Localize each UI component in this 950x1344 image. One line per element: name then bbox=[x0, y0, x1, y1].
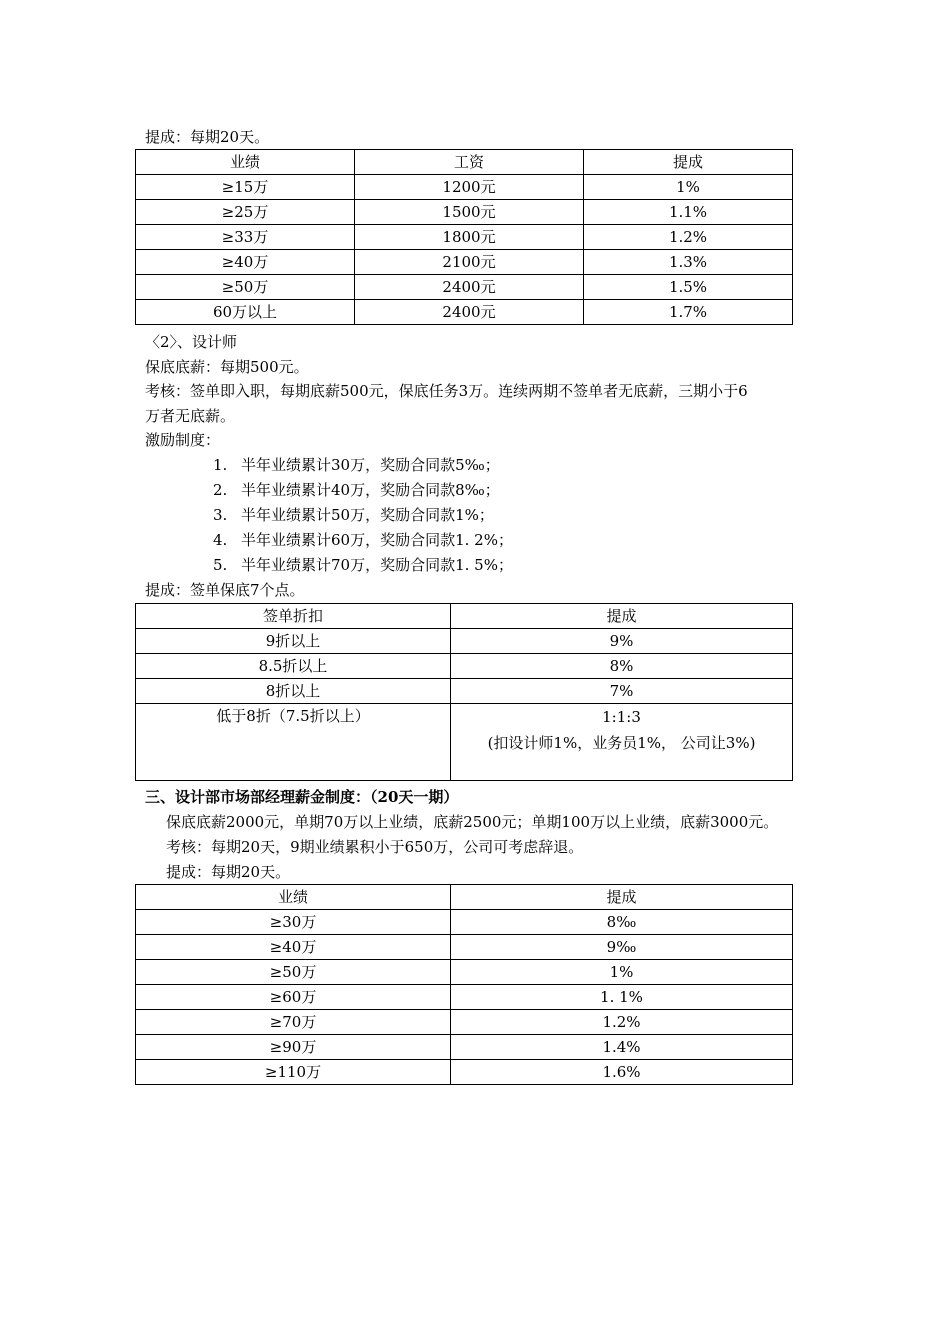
cell-commission: 1.7% bbox=[584, 300, 793, 325]
cell-commission: 8% bbox=[451, 654, 793, 679]
cell-commission: 1.3% bbox=[584, 250, 793, 275]
cell-performance: ≥70万 bbox=[136, 1010, 451, 1035]
cell-performance: ≥50万 bbox=[136, 275, 355, 300]
header-commission: 提成 bbox=[451, 604, 793, 629]
commission-period-text: 提成：每期20天。 bbox=[145, 128, 270, 146]
designer-discount-table bbox=[135, 603, 793, 781]
manager-heading: 三、设计部市场部经理薪金制度：（20天一期） bbox=[145, 788, 459, 806]
cell-performance: 60万以上 bbox=[136, 300, 355, 325]
table-row bbox=[136, 704, 793, 781]
list-item-number: 3. bbox=[213, 506, 228, 524]
designer-assessment-line2: 万者无底薪。 bbox=[145, 407, 236, 425]
table-row bbox=[136, 1010, 793, 1035]
table-row bbox=[136, 1060, 793, 1085]
cell-commission: 1. 1% bbox=[451, 985, 793, 1010]
cell-discount: 8折以上 bbox=[136, 679, 451, 704]
cell-commission: 9‰ bbox=[451, 935, 793, 960]
cell-commission: 1.2% bbox=[451, 1010, 793, 1035]
cell-salary: 2400元 bbox=[355, 275, 584, 300]
cell-commission: 1% bbox=[451, 960, 793, 985]
table-row bbox=[136, 679, 793, 704]
list-item-number: 5. bbox=[213, 556, 228, 574]
table-row bbox=[136, 175, 793, 200]
split-ratio: 1:1:3 bbox=[602, 708, 641, 726]
table-header-row bbox=[136, 885, 793, 910]
list-item: 半年业绩累计70万，奖励合同款1. 5%； bbox=[241, 556, 513, 574]
split-detail: (扣设计师1%，业务员1%， 公司让3%) bbox=[487, 734, 756, 752]
designer-commission-text: 提成：签单保底7个点。 bbox=[145, 581, 305, 599]
manager-commission-text: 提成：每期20天。 bbox=[166, 863, 291, 881]
table-header-row bbox=[136, 150, 793, 175]
cell-commission: 1% bbox=[584, 175, 793, 200]
table-row bbox=[136, 250, 793, 275]
cell-commission: 1.6% bbox=[451, 1060, 793, 1085]
cell-performance: ≥40万 bbox=[136, 935, 451, 960]
cell-discount: 9折以上 bbox=[136, 629, 451, 654]
cell-performance: ≥30万 bbox=[136, 910, 451, 935]
cell-commission: 8‰ bbox=[451, 910, 793, 935]
cell-commission: 1.1% bbox=[584, 200, 793, 225]
list-item: 半年业绩累计50万，奖励合同款1%； bbox=[241, 506, 494, 524]
cell-salary: 1200元 bbox=[355, 175, 584, 200]
designer-base-salary: 保底底薪：每期500元。 bbox=[145, 358, 309, 376]
cell-performance: ≥110万 bbox=[136, 1060, 451, 1085]
header-commission: 提成 bbox=[584, 150, 793, 175]
table-row bbox=[136, 935, 793, 960]
table-row bbox=[136, 629, 793, 654]
header-salary: 工资 bbox=[355, 150, 584, 175]
header-discount: 签单折扣 bbox=[136, 604, 451, 629]
table-header-row bbox=[136, 604, 793, 629]
cell-commission: 1.2% bbox=[584, 225, 793, 250]
cell-commission: 1.5% bbox=[584, 275, 793, 300]
header-performance: 业绩 bbox=[136, 885, 451, 910]
list-item: 半年业绩累计60万，奖励合同款1. 2%； bbox=[241, 531, 513, 549]
cell-salary: 1800元 bbox=[355, 225, 584, 250]
table-row bbox=[136, 654, 793, 679]
cell-discount: 8.5折以上 bbox=[136, 654, 451, 679]
header-performance: 业绩 bbox=[136, 150, 355, 175]
list-item: 半年业绩累计30万，奖励合同款5‰； bbox=[241, 456, 500, 474]
cell-commission-split bbox=[451, 704, 793, 781]
cell-commission: 1.4% bbox=[451, 1035, 793, 1060]
list-item: 半年业绩累计40万，奖励合同款8‰； bbox=[241, 481, 500, 499]
table-row bbox=[136, 985, 793, 1010]
table-row bbox=[136, 200, 793, 225]
table-row bbox=[136, 910, 793, 935]
cell-performance: ≥40万 bbox=[136, 250, 355, 275]
table-row bbox=[136, 300, 793, 325]
manager-commission-table bbox=[135, 884, 793, 1085]
sales-salary-table bbox=[135, 149, 793, 325]
cell-salary: 2100元 bbox=[355, 250, 584, 275]
cell-performance: ≥90万 bbox=[136, 1035, 451, 1060]
table-row bbox=[136, 225, 793, 250]
cell-salary: 1500元 bbox=[355, 200, 584, 225]
cell-performance: ≥33万 bbox=[136, 225, 355, 250]
table-row bbox=[136, 960, 793, 985]
cell-discount: 低于8折（7.5折以上） bbox=[136, 704, 451, 781]
cell-performance: ≥60万 bbox=[136, 985, 451, 1010]
cell-commission: 9% bbox=[451, 629, 793, 654]
incentive-heading: 激励制度： bbox=[145, 431, 221, 449]
designer-heading: 〈2〉、设计师 bbox=[145, 333, 238, 351]
list-item-number: 2. bbox=[213, 481, 228, 499]
manager-assessment: 考核：每期20天，9期业绩累积小于650万，公司可考虑辞退。 bbox=[166, 838, 584, 856]
list-item-number: 1. bbox=[213, 456, 228, 474]
cell-performance: ≥15万 bbox=[136, 175, 355, 200]
header-commission: 提成 bbox=[451, 885, 793, 910]
cell-performance: ≥25万 bbox=[136, 200, 355, 225]
list-item-number: 4. bbox=[213, 531, 228, 549]
cell-salary: 2400元 bbox=[355, 300, 584, 325]
manager-base-salary: 保底底薪2000元，单期70万以上业绩，底薪2500元；单期100万以上业绩，底薪3000元。 bbox=[166, 813, 779, 831]
cell-commission: 7% bbox=[451, 679, 793, 704]
designer-assessment-line1: 考核：签单即入职，每期底薪500元，保底任务3万。连续两期不签单者无底薪，三期小于6 bbox=[145, 382, 748, 400]
table-row bbox=[136, 1035, 793, 1060]
table-row bbox=[136, 275, 793, 300]
cell-performance: ≥50万 bbox=[136, 960, 451, 985]
